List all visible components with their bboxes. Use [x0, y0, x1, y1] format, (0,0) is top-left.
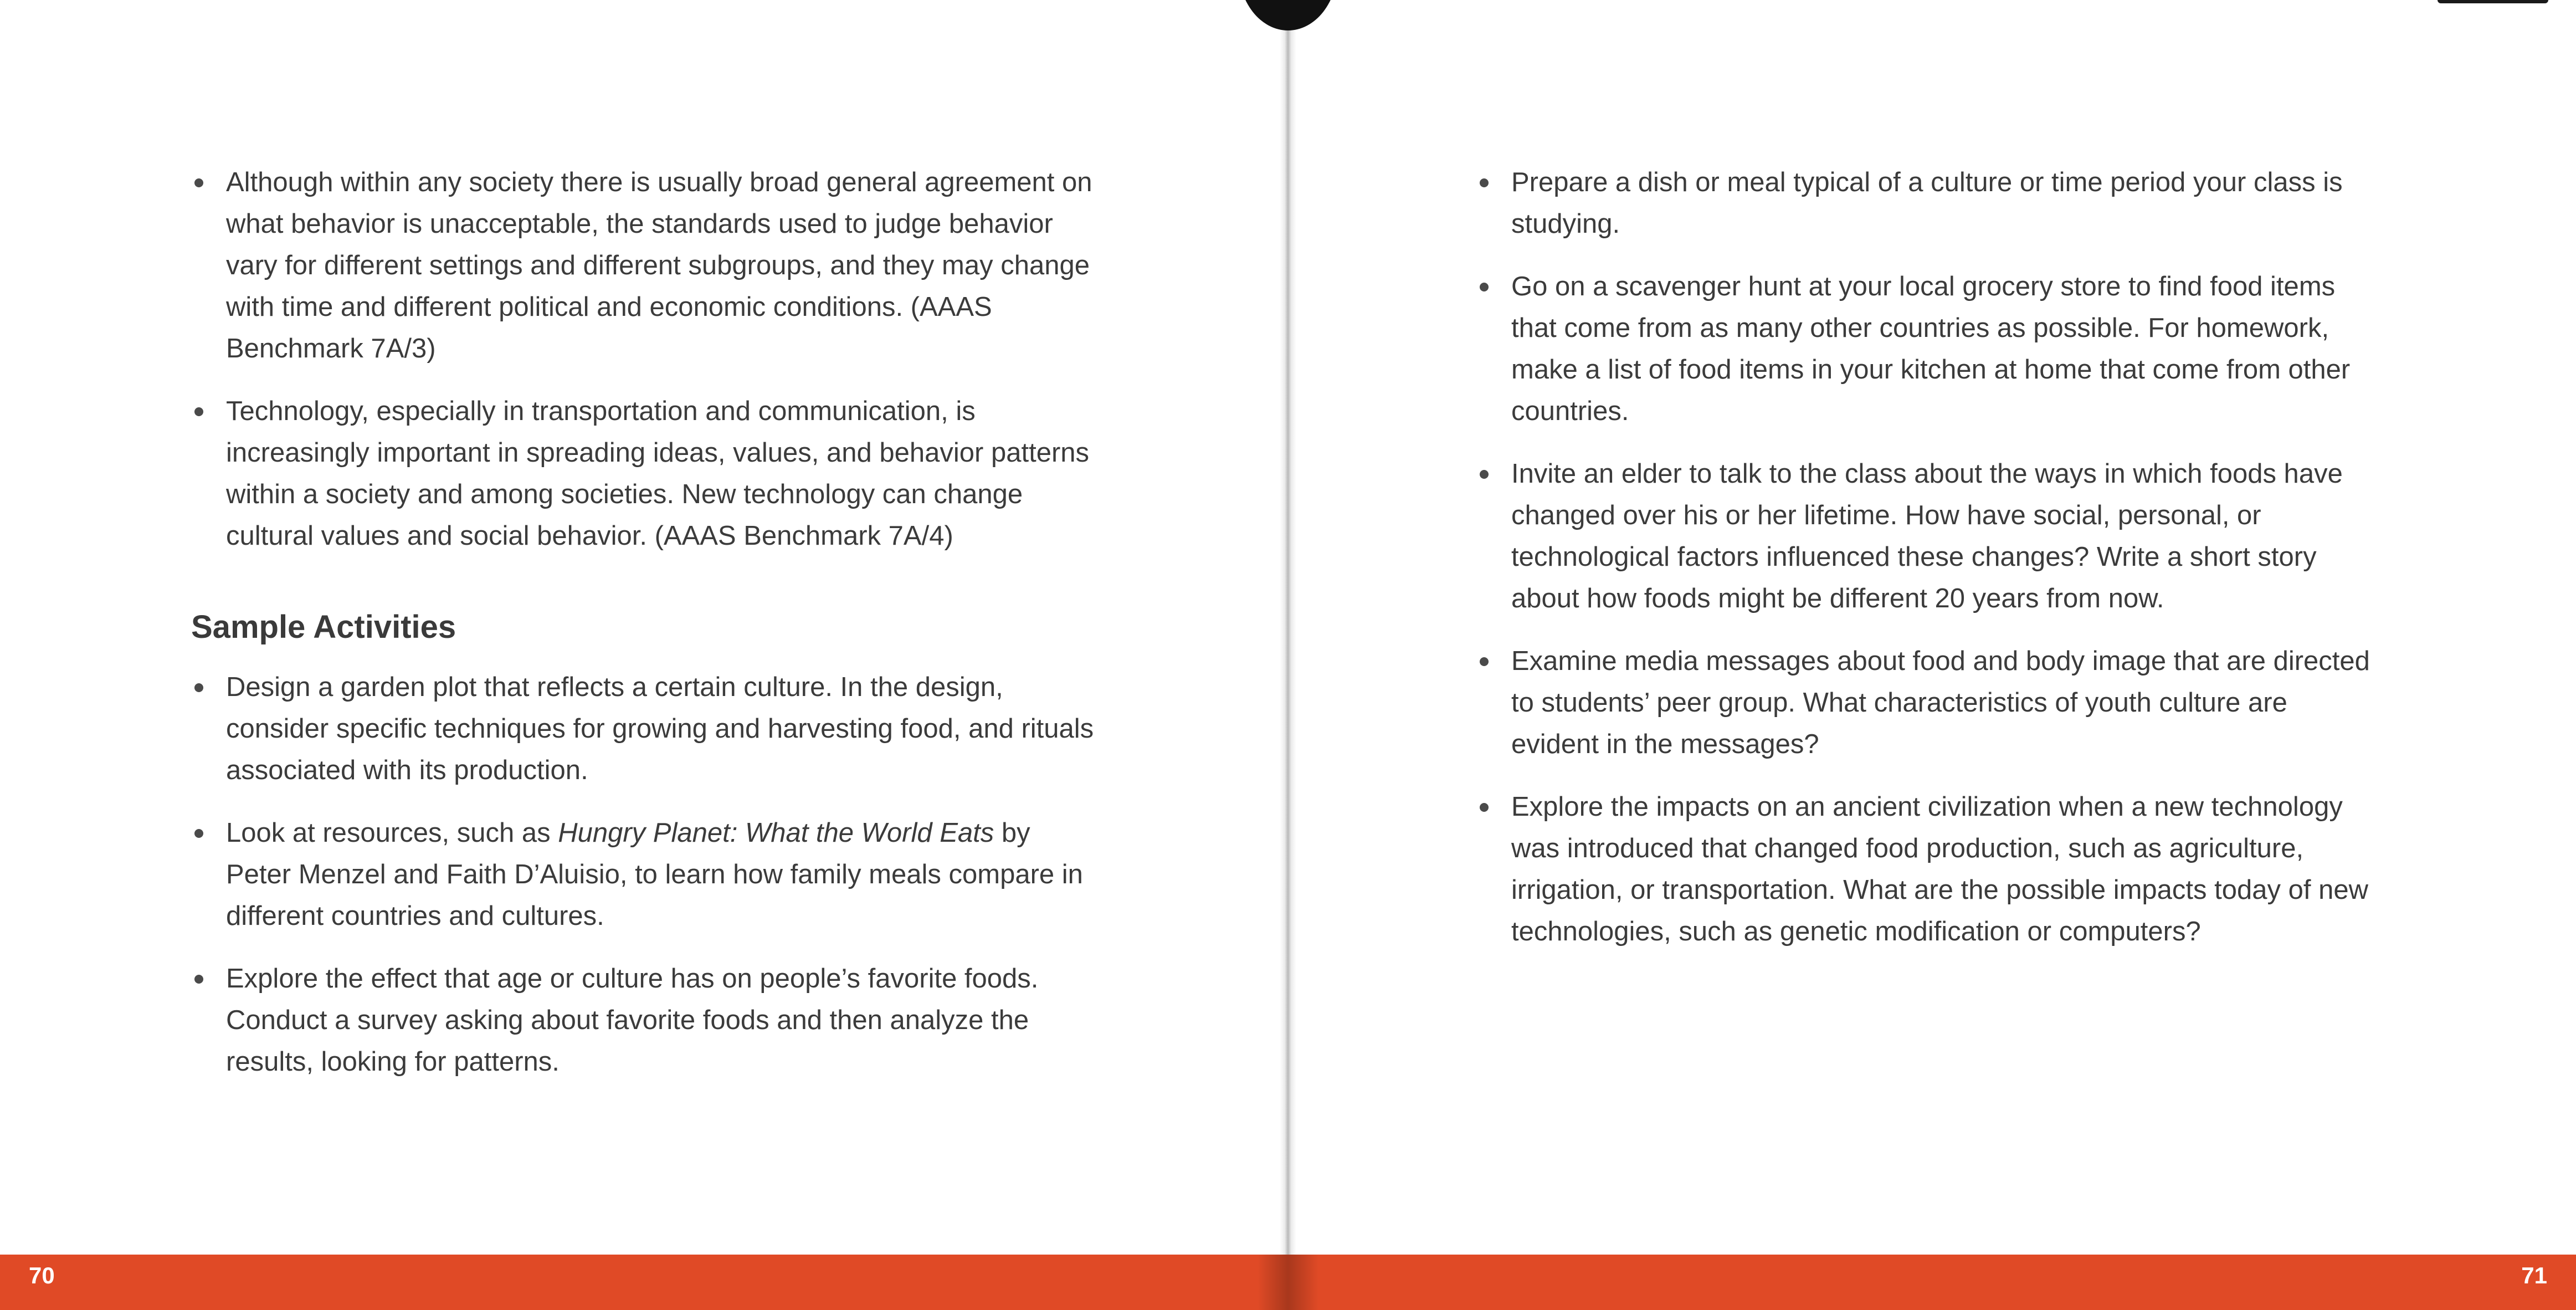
- left-page-content: [191, 162, 1100, 1104]
- benchmark-list: [191, 162, 1100, 557]
- bullet-icon: [194, 407, 203, 416]
- bullet-icon: [1480, 178, 1489, 187]
- page-number-right: 71: [2521, 1262, 2547, 1288]
- list-item-text: Explore the effect that age or culture has on people’s favorite foods. Conduct a survey asking about favorite foods and then analyze the results, looking for patterns.: [226, 964, 1039, 1077]
- list-item-text: Technology, especially in transportation and communication, is increasingly important in spreading ideas, values, and behavior patterns within a society and among societies. New technology can change cultural values and social behavior. (AAAS Benchmark 7A/4): [226, 396, 1090, 551]
- bullet-icon: [194, 178, 203, 187]
- list-item-text-after: by Peter Menzel and Faith D’Aluisio, to learn how family meals compare in different countries and cultures.: [226, 818, 1083, 931]
- list-item-text: Invite an elder to talk to the class about the ways in which foods have changed over his or her lifetime. How have social, personal, or technological factors influenced these changes? Write a short story about how foods might be different 20 years from now.: [1511, 459, 2343, 613]
- bullet-icon: [194, 829, 203, 838]
- book-title: Hungry Planet: What the World Eats: [558, 818, 994, 848]
- list-item: [1476, 162, 2374, 245]
- activity-list: [191, 667, 1100, 1083]
- list-item-text: Go on a scavenger hunt at your local grocery store to find food items that come from as many other countries as possible. For homework, make a list of food items in your kitchen at home that come from other countries.: [1511, 272, 2351, 426]
- bullet-icon: [1480, 657, 1489, 666]
- activity-list-continued: [1476, 162, 2374, 953]
- list-item: [191, 812, 1100, 937]
- list-item-text: Prepare a dish or meal typical of a culture or time period your class is studying.: [1511, 167, 2343, 239]
- list-item: [191, 667, 1100, 791]
- book-spine: [1280, 0, 1296, 1310]
- list-item: [1476, 266, 2374, 432]
- list-item: [1476, 641, 2374, 765]
- list-item: [1476, 786, 2374, 953]
- section-heading: Sample Activities: [191, 609, 456, 645]
- page-number-left: 70: [29, 1262, 55, 1288]
- list-item-text: Explore the impacts on an ancient civilization when a new technology was introduced that changed food production, such as agriculture, irrigation, or transportation. What are the possible impacts today of new technologies, such as genetic modification or computers?: [1511, 792, 2368, 946]
- right-page-content: [1476, 162, 2374, 974]
- list-item: [1476, 453, 2374, 620]
- list-item: [191, 162, 1100, 370]
- bullet-icon: [1480, 803, 1489, 812]
- list-item-text-before: Look at resources, such as: [226, 818, 558, 848]
- list-item-text: Design a garden plot that reflects a certain culture. In the design, consider specific techniques for growing and harvesting food, and rituals associated with its production.: [226, 672, 1094, 785]
- bullet-icon: [194, 683, 203, 692]
- list-item-text: Although within any society there is usually broad general agreement on what behavior is unacceptable, the standards used to judge behavior vary for different settings and different subgroups, and they may change with time and different political and economic conditions. (AAAS Benchmark 7A/3): [226, 167, 1092, 364]
- list-item: [191, 391, 1100, 557]
- list-item-text: Examine media messages about food and body image that are directed to students’ peer group. What characteristics of youth culture are evident in the messages?: [1511, 646, 2370, 759]
- bullet-icon: [1480, 283, 1489, 291]
- list-item: [191, 958, 1100, 1083]
- bullet-icon: [1480, 470, 1489, 479]
- bullet-icon: [194, 975, 203, 984]
- corner-mark: [2438, 0, 2548, 3]
- footer-spine-shadow: [1258, 1255, 1318, 1310]
